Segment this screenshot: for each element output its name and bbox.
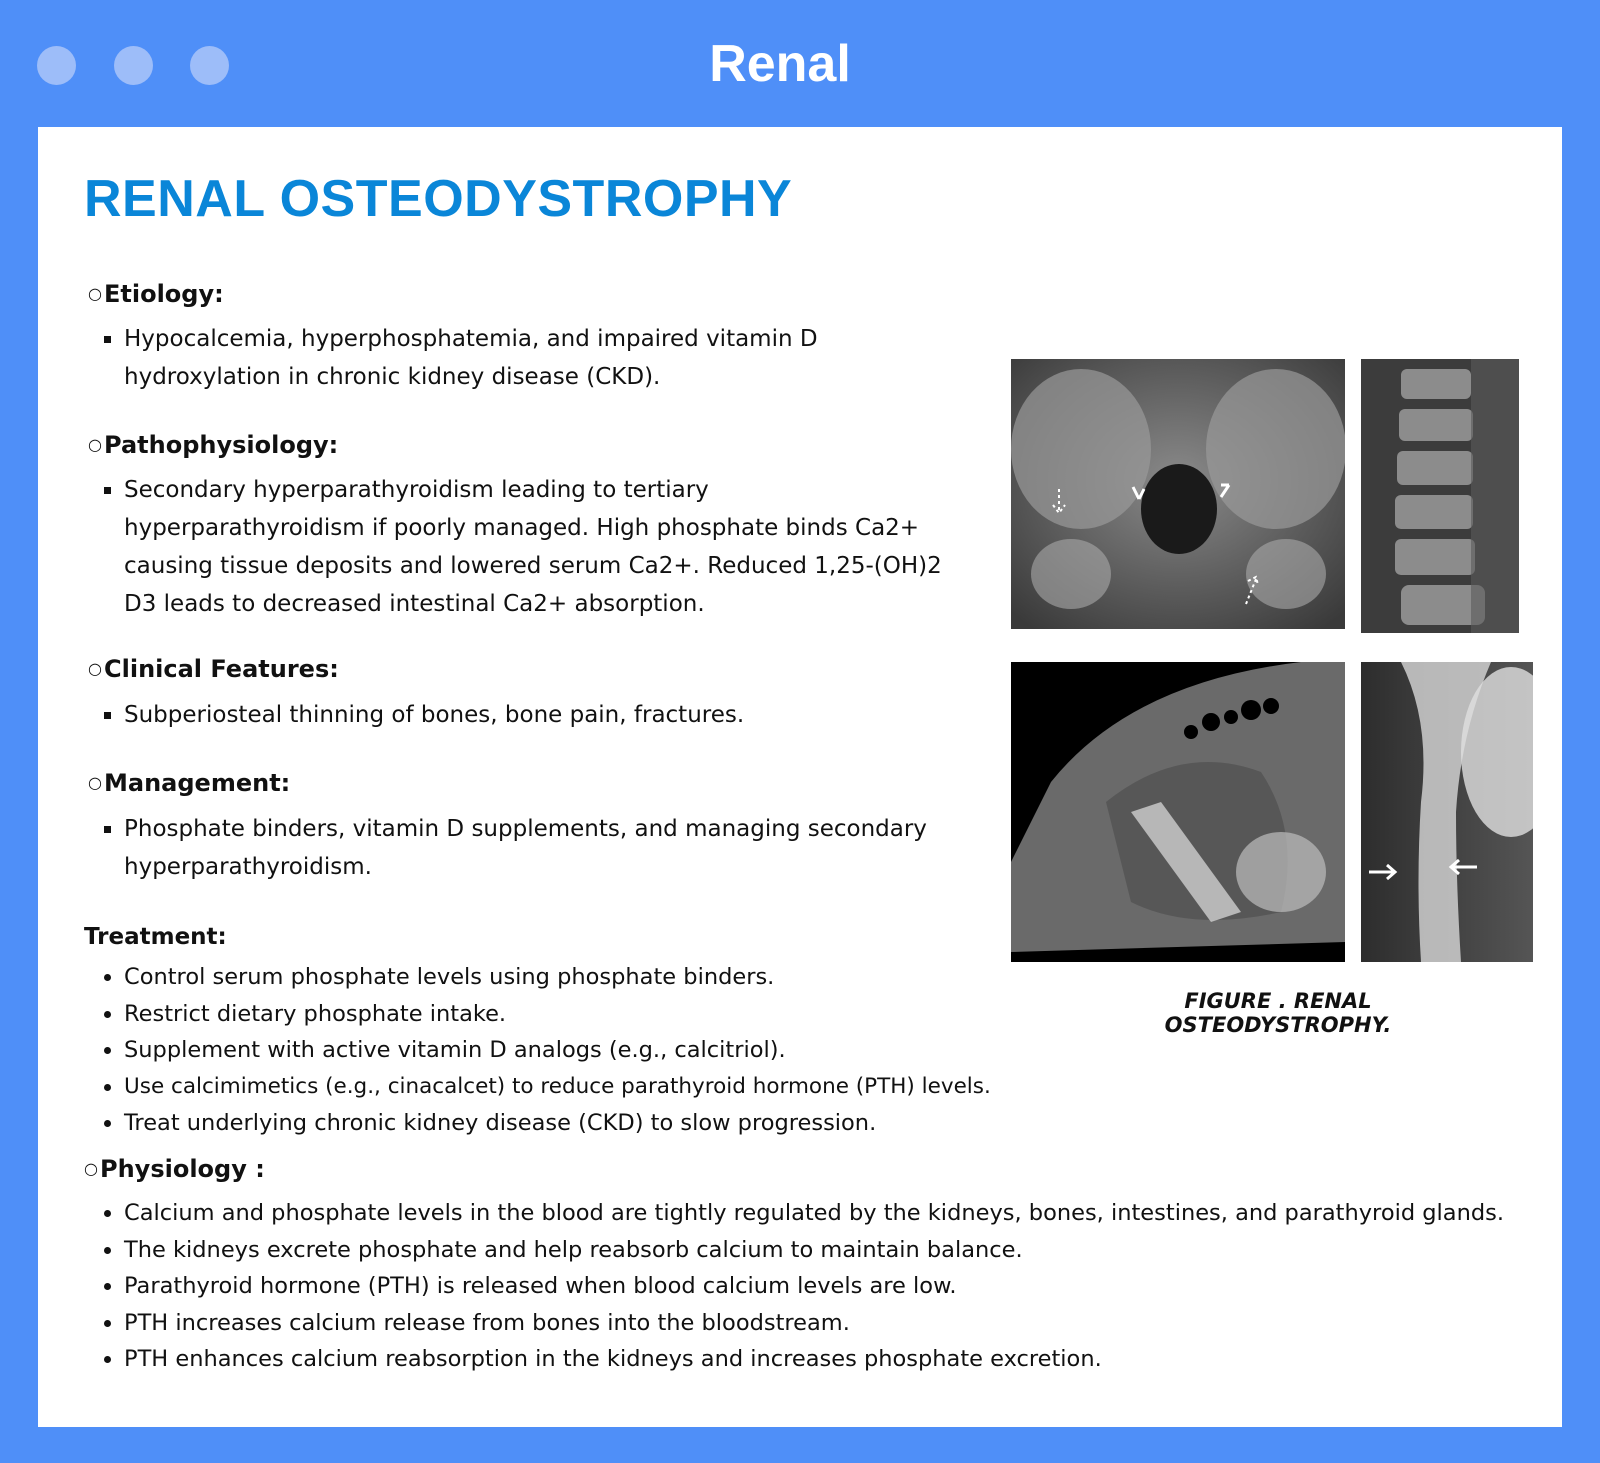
physiology-list: [100, 1195, 1504, 1378]
list-item: The kidneys excrete phosphate and help reabsorb calcium to maintain balance.: [100, 1232, 1504, 1269]
list-item: Use calcimimetics (e.g., cinacalcet) to reduce parathyroid hormone (PTH) levels.: [100, 1069, 991, 1106]
etiology-text: Hypocalcemia, hyperphosphatemia, and impaired vitamin D hydroxylation in chronic kidney disease (CKD).: [100, 320, 844, 396]
spine-xray-image: [1361, 359, 1519, 633]
clinical-features-text: Subperiosteal thinning of bones, bone pain, fractures.: [100, 696, 954, 734]
pelvis-xray-image: [1011, 359, 1345, 629]
list-item: Supplement with active vitamin D analogs (e.g., calcitriol).: [100, 1032, 991, 1069]
ct-scan-image: [1011, 662, 1345, 962]
circle-bullet-icon: ○: [88, 659, 102, 678]
list-item: Control serum phosphate levels using phosphate binders.: [100, 959, 991, 996]
femur-xray-image: [1361, 662, 1533, 962]
list-item: PTH enhances calcium reabsorption in the kidneys and increases phosphate excretion.: [100, 1341, 1504, 1378]
list-item: Restrict dietary phosphate intake.: [100, 996, 991, 1033]
pathophysiology-text: Secondary hyperparathyroidism leading to tertiary hyperparathyroidism if poorly managed. High phosphate binds Ca2+ causing tissue deposits and lowered serum Ca2+. Reduced 1,25-(OH)2 D3 leads to decreased intestinal Ca2+ absorption.: [100, 471, 954, 623]
window-title-bar: [0, 0, 1600, 127]
circle-bullet-icon: ○: [88, 435, 102, 454]
list-item: PTH increases calcium release from bones into the bloodstream.: [100, 1305, 1504, 1342]
circle-bullet-icon: ○: [88, 284, 102, 303]
document-title: RENAL OSTEODYSTROPHY: [84, 170, 793, 228]
treatment-heading: Treatment:: [84, 924, 227, 950]
window-title: Renal: [709, 35, 851, 93]
section-heading-pathophysiology: ○Pathophysiology:: [88, 431, 339, 459]
figure-caption: FIGURE . RENAL OSTEODYSTROPHY.: [1164, 989, 1392, 1037]
list-item: Treat underlying chronic kidney disease (CKD) to slow progression.: [100, 1105, 991, 1142]
treatment-list: [100, 959, 991, 1142]
section-heading-etiology: ○Etiology:: [88, 280, 224, 308]
management-text: Phosphate binders, vitamin D supplements, and managing secondary hyperparathyroidism.: [100, 810, 954, 886]
section-heading-physiology: ○Physiology :: [84, 1155, 265, 1183]
circle-bullet-icon: ○: [88, 773, 102, 792]
list-item: Parathyroid hormone (PTH) is released when blood calcium levels are low.: [100, 1268, 1504, 1305]
list-item: Calcium and phosphate levels in the blood are tightly regulated by the kidneys, bones, intestines, and parathyroid glands.: [100, 1195, 1504, 1232]
section-heading-clinical-features: ○Clinical Features:: [88, 655, 339, 683]
document-panel: [38, 127, 1562, 1427]
section-heading-management: ○Management:: [88, 769, 291, 797]
circle-bullet-icon: ○: [84, 1159, 98, 1178]
